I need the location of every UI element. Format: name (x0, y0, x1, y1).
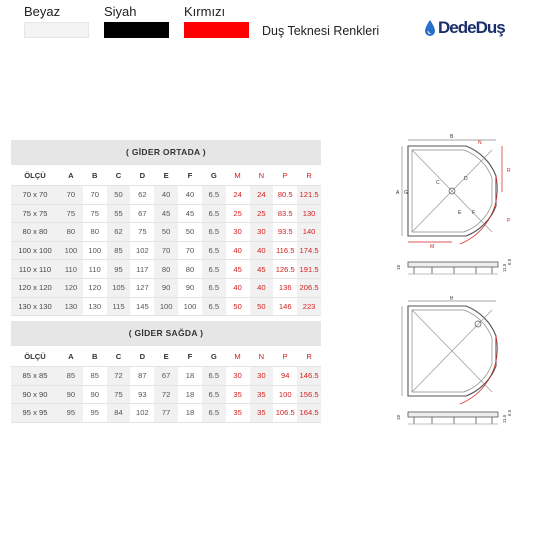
column-header: N (250, 165, 274, 186)
value-cell: 95 (107, 260, 131, 279)
value-cell: 223 (297, 297, 321, 316)
value-cell: 110 (59, 260, 83, 279)
value-cell: 30 (226, 223, 250, 242)
tray-profile (408, 412, 498, 417)
value-cell: 94 (273, 367, 297, 386)
table-row (11, 241, 321, 260)
color-label: Kırmızı (184, 4, 226, 19)
color-option-black (104, 4, 169, 38)
size-cell: 100 x 100 (11, 241, 59, 260)
label-g: G (404, 190, 408, 196)
value-cell: 70 (154, 241, 178, 260)
size-cell: 85 x 85 (11, 367, 59, 386)
color-swatch-white (24, 22, 89, 38)
column-header: P (273, 346, 297, 367)
column-header: G (202, 346, 226, 367)
value-cell: 75 (107, 385, 131, 404)
value-cell: 75 (130, 223, 154, 242)
label-profile-height: 18 (396, 264, 401, 270)
column-header: A (59, 165, 83, 186)
value-cell: 50 (154, 223, 178, 242)
page-title: Duş Teknesi Renkleri (262, 24, 380, 38)
table-header-row (11, 165, 321, 186)
value-cell: 25 (226, 204, 250, 223)
spec-table-center-drain (11, 140, 321, 316)
size-cell: 80 x 80 (11, 223, 59, 242)
column-header: R (297, 165, 321, 186)
value-cell: 6.5 (202, 223, 226, 242)
label-profile-depth: 11.5 (502, 263, 507, 272)
label-r: R (507, 168, 511, 174)
value-cell: 75 (83, 204, 107, 223)
label-profile-rim: 6.5 (507, 409, 512, 416)
column-header: C (107, 165, 131, 186)
label-profile-depth: 11.5 (502, 414, 507, 423)
value-cell: 45 (178, 204, 202, 223)
label-profile-rim: 6.5 (507, 258, 512, 265)
value-cell: 90 (83, 385, 107, 404)
value-cell: 84 (107, 404, 131, 423)
brand-logo-text: DedeDuş (438, 18, 505, 37)
value-cell: 6.5 (202, 404, 226, 423)
value-cell: 90 (154, 278, 178, 297)
value-cell: 18 (178, 385, 202, 404)
value-cell: 100 (83, 241, 107, 260)
column-header: P (273, 165, 297, 186)
value-cell: 85 (83, 367, 107, 386)
value-cell: 100 (178, 297, 202, 316)
label-f: F (472, 210, 476, 216)
label-m: M (430, 244, 435, 250)
value-cell: 6.5 (202, 260, 226, 279)
table-row (11, 385, 321, 404)
value-cell: 95 (83, 404, 107, 423)
value-cell: 85 (59, 367, 83, 386)
table-row (11, 297, 321, 316)
table-row (11, 186, 321, 205)
value-cell: 55 (107, 204, 131, 223)
value-cell: 40 (226, 241, 250, 260)
value-cell: 6.5 (202, 278, 226, 297)
value-cell: 30 (250, 367, 274, 386)
value-cell: 117 (130, 260, 154, 279)
size-cell: 130 x 130 (11, 297, 59, 316)
value-cell: 130 (297, 204, 321, 223)
label-c: C (436, 180, 440, 186)
color-option-white (24, 4, 89, 38)
water-drop-icon (424, 19, 436, 37)
value-cell: 102 (130, 404, 154, 423)
value-cell: 50 (226, 297, 250, 316)
value-cell: 136 (273, 278, 297, 297)
color-option-red (184, 4, 249, 38)
value-cell: 145 (130, 297, 154, 316)
value-cell: 130 (59, 297, 83, 316)
value-cell: 40 (250, 278, 274, 297)
value-cell: 40 (226, 278, 250, 297)
technical-drawing-right-drain (392, 296, 518, 438)
table-row (11, 223, 321, 242)
value-cell: 120 (83, 278, 107, 297)
value-cell: 24 (250, 186, 274, 205)
value-cell: 25 (250, 204, 274, 223)
value-cell: 90 (59, 385, 83, 404)
column-header: R (297, 346, 321, 367)
color-swatch-red (184, 22, 249, 38)
value-cell: 45 (226, 260, 250, 279)
column-header: M (226, 165, 250, 186)
value-cell: 100 (273, 385, 297, 404)
column-header: ÖLÇÜ (11, 346, 59, 367)
label-p: P (507, 218, 511, 224)
color-label: Beyaz (24, 4, 61, 19)
value-cell: 95 (59, 404, 83, 423)
value-cell: 85 (107, 241, 131, 260)
value-cell: 174.5 (297, 241, 321, 260)
value-cell: 45 (250, 260, 274, 279)
table-title: ( GİDER SAĞDA ) (11, 321, 321, 346)
column-header: F (178, 165, 202, 186)
color-swatch-black (104, 22, 169, 38)
label-n: N (478, 140, 482, 146)
column-header: E (154, 346, 178, 367)
column-header: ÖLÇÜ (11, 165, 59, 186)
value-cell: 206.5 (297, 278, 321, 297)
value-cell: 67 (130, 204, 154, 223)
value-cell: 30 (250, 223, 274, 242)
value-cell: 35 (250, 404, 274, 423)
table-header-row (11, 346, 321, 367)
value-cell: 146.5 (297, 367, 321, 386)
brand-logo (424, 18, 505, 38)
table-row (11, 260, 321, 279)
label-a: A (396, 190, 400, 196)
value-cell: 90 (178, 278, 202, 297)
value-cell: 140 (297, 223, 321, 242)
value-cell: 106.5 (273, 404, 297, 423)
value-cell: 146 (273, 297, 297, 316)
value-cell: 126.5 (273, 260, 297, 279)
column-header: F (178, 346, 202, 367)
value-cell: 35 (226, 404, 250, 423)
value-cell: 80.5 (273, 186, 297, 205)
value-cell: 80 (178, 260, 202, 279)
column-header: B (83, 165, 107, 186)
value-cell: 50 (107, 186, 131, 205)
tray-profile (408, 262, 498, 267)
table-row (11, 278, 321, 297)
size-cell: 95 x 95 (11, 404, 59, 423)
value-cell: 191.5 (297, 260, 321, 279)
value-cell: 45 (154, 204, 178, 223)
size-cell: 70 x 70 (11, 186, 59, 205)
label-e: E (458, 210, 462, 216)
size-cell: 75 x 75 (11, 204, 59, 223)
value-cell: 6.5 (202, 297, 226, 316)
value-cell: 116.5 (273, 241, 297, 260)
value-cell: 100 (154, 297, 178, 316)
value-cell: 77 (154, 404, 178, 423)
column-header: E (154, 165, 178, 186)
value-cell: 93.5 (273, 223, 297, 242)
value-cell: 18 (178, 404, 202, 423)
value-cell: 72 (154, 385, 178, 404)
value-cell: 6.5 (202, 204, 226, 223)
value-cell: 127 (130, 278, 154, 297)
table-title: ( GİDER ORTADA ) (11, 140, 321, 165)
value-cell: 75 (59, 204, 83, 223)
value-cell: 80 (59, 223, 83, 242)
value-cell: 70 (178, 241, 202, 260)
value-cell: 35 (226, 385, 250, 404)
value-cell: 115 (107, 297, 131, 316)
value-cell: 35 (250, 385, 274, 404)
value-cell: 121.5 (297, 186, 321, 205)
column-header: C (107, 346, 131, 367)
value-cell: 164.5 (297, 404, 321, 423)
label-profile-height: 18 (396, 414, 401, 420)
value-cell: 70 (83, 186, 107, 205)
value-cell: 24 (226, 186, 250, 205)
color-label: Siyah (104, 4, 137, 19)
value-cell: 40 (178, 186, 202, 205)
table-row (11, 204, 321, 223)
size-cell: 110 x 110 (11, 260, 59, 279)
value-cell: 87 (130, 367, 154, 386)
value-cell: 102 (130, 241, 154, 260)
value-cell: 6.5 (202, 367, 226, 386)
column-header: G (202, 165, 226, 186)
column-header: N (250, 346, 274, 367)
value-cell: 120 (59, 278, 83, 297)
label-b: B (450, 134, 454, 140)
value-cell: 50 (178, 223, 202, 242)
value-cell: 62 (107, 223, 131, 242)
value-cell: 50 (250, 297, 274, 316)
value-cell: 110 (83, 260, 107, 279)
label-d: D (464, 176, 468, 182)
value-cell: 18 (178, 367, 202, 386)
value-cell: 62 (130, 186, 154, 205)
column-header: A (59, 346, 83, 367)
size-cell: 90 x 90 (11, 385, 59, 404)
spec-table-right-drain (11, 321, 321, 423)
value-cell: 6.5 (202, 186, 226, 205)
label-b: B (450, 296, 454, 302)
value-cell: 80 (154, 260, 178, 279)
column-header: D (130, 165, 154, 186)
column-header: B (83, 346, 107, 367)
value-cell: 93 (130, 385, 154, 404)
table-row (11, 404, 321, 423)
value-cell: 40 (154, 186, 178, 205)
size-cell: 120 x 120 (11, 278, 59, 297)
value-cell: 72 (107, 367, 131, 386)
value-cell: 83.5 (273, 204, 297, 223)
value-cell: 6.5 (202, 241, 226, 260)
value-cell: 130 (83, 297, 107, 316)
technical-drawing-center-drain (392, 132, 518, 282)
value-cell: 6.5 (202, 385, 226, 404)
value-cell: 105 (107, 278, 131, 297)
value-cell: 100 (59, 241, 83, 260)
value-cell: 156.5 (297, 385, 321, 404)
value-cell: 80 (83, 223, 107, 242)
table-row (11, 367, 321, 386)
column-header: M (226, 346, 250, 367)
value-cell: 40 (250, 241, 274, 260)
column-header: D (130, 346, 154, 367)
value-cell: 67 (154, 367, 178, 386)
value-cell: 30 (226, 367, 250, 386)
value-cell: 70 (59, 186, 83, 205)
